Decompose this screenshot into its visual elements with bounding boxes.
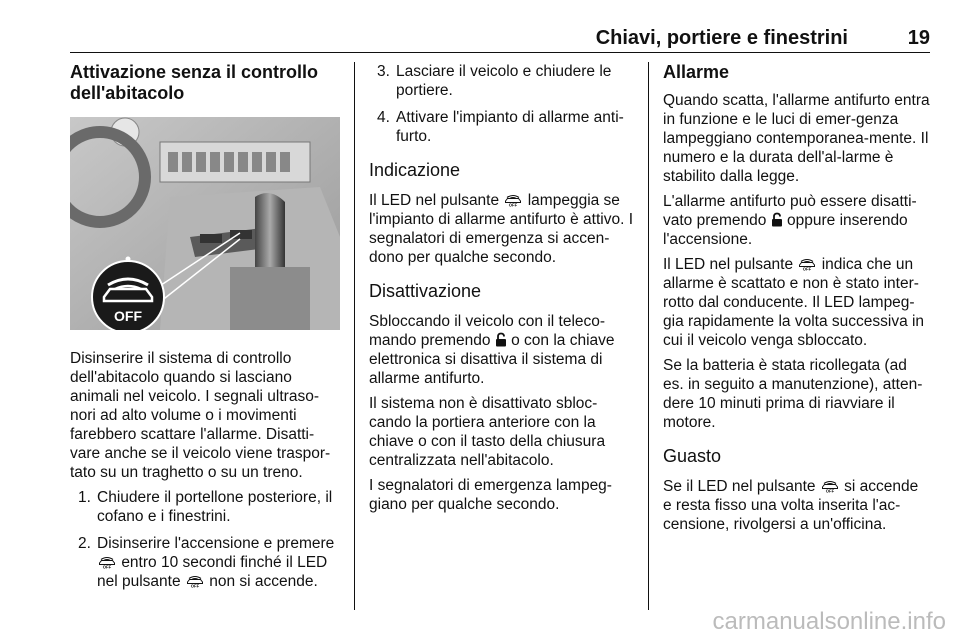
section-heading-guasto: Guasto (663, 446, 722, 466)
step-text: Disinserire l'accensione e premere (97, 535, 335, 552)
text-run: si accende e resta fisso una volta inserita l'ac-censione, rivolgersi a un'officina. (663, 478, 919, 533)
list-item (369, 62, 634, 100)
list-item (369, 108, 634, 146)
text-run: o con la chiave elettronica si disattiva il sistema di allarme antifurto. (369, 332, 615, 387)
header-title: Chiavi, portiere e finestrini (595, 27, 848, 49)
allarme-paragraph-1: Quando scatta, l'allarme antifurto entra in funzione e le luci di emer-genza lampeggiano contemporanea-mente. Il numero e la durata dell'al-larme è stabilito dalla legge. (663, 92, 930, 185)
lock-icon (495, 332, 507, 347)
intro-paragraph: Disinserire il sistema di controllo dell'abitacolo quando si lasciano animali nel veicolo. I segnali ultraso-nori ad alto volume o i movimenti farebbero scattare l'allarme. Disatti-vare anche se il veicolo viene traspor-tato su un traghetto o su un treno. (70, 350, 331, 481)
allarme-paragraph-2 (663, 192, 931, 249)
disattivazione-paragraph-2: Il sistema non è disattivato sbloc-cando la portiera anteriore con la chiave o con il tasto della chiusura centralizzata nell'abitacolo. (369, 395, 606, 469)
watermark: carmanualsonline.info (712, 608, 946, 635)
column-divider-1 (354, 62, 355, 610)
alarm-off-icon (97, 554, 117, 569)
text-run: indica che un allarme è scattato e non è stato inter-rotto dal conducente. Il LED lampeg-gia rapidamente la volta successiva in cui il veicolo venga sbloccato. (663, 256, 925, 349)
step-text: entro 10 secondi finché il LED nel pulsante (97, 554, 328, 590)
section-heading-allarme: Allarme (663, 62, 730, 82)
off-label: OFF (114, 308, 142, 324)
step-text: Attivare l'impianto di allarme anti-furto. (396, 109, 624, 145)
guasto-paragraph (663, 477, 931, 534)
text-run: Il LED nel pulsante (663, 256, 794, 273)
disattivazione-paragraph-1 (369, 312, 634, 388)
text-run: Sbloccando il veicolo con il teleco-mando premendo (369, 313, 606, 349)
step-number: 1. (78, 489, 91, 506)
step-number: 4. (377, 109, 390, 126)
list-item (70, 534, 340, 591)
column-3 (663, 62, 931, 540)
indicazione-paragraph (369, 191, 634, 267)
text-run: Il LED nel pulsante (369, 192, 500, 209)
text-run: oppure inserendo l'accensione. (663, 212, 908, 248)
page-number: 19 (907, 27, 930, 49)
disattivazione-paragraph-3: I segnalatori di emergenza lampeg-giano per qualche secondo. (369, 477, 612, 513)
alarm-off-icon (185, 573, 205, 588)
step-text: Lasciare il veicolo e chiudere le portiere. (396, 63, 612, 99)
page-header (0, 0, 960, 50)
step-text: Chiudere il portellone posteriore, il cofano e i finestrini. (97, 489, 333, 525)
lock-icon (771, 212, 783, 227)
alarm-off-icon (797, 256, 817, 271)
text-run: L'allarme antifurto può essere disatti-vato premendo (663, 193, 917, 229)
section-heading-disattivazione: Disattivazione (369, 281, 482, 301)
section-heading-indicazione: Indicazione (369, 160, 461, 180)
dashboard-photo (70, 117, 340, 330)
alarm-off-icon (820, 478, 840, 493)
column-1 (70, 62, 340, 599)
step-number: 2. (78, 535, 91, 552)
steps-list-b (369, 62, 634, 146)
step-number: 3. (377, 63, 390, 80)
step-text: non si accende. (209, 573, 318, 590)
steps-list-a (70, 488, 340, 591)
allarme-paragraph-4: Se la batteria è stata ricollegata (ad es. in seguito a manutenzione), atten-dere 10 minuti prima di riavviare il motore. (663, 357, 923, 431)
alarm-off-icon (503, 192, 523, 207)
text-run: Se il LED nel pulsante (663, 478, 816, 495)
list-item (70, 488, 340, 526)
allarme-paragraph-3 (663, 255, 931, 350)
column-2 (369, 62, 634, 520)
column-divider-2 (648, 62, 649, 610)
header-rule (70, 52, 930, 53)
text-run: lampeggia se l'impianto di allarme antifurto è attivo. I segnalatori di emergenza si accen-dono per qualche secondo. (369, 192, 633, 266)
section-heading-activation: Attivazione senza il controllo dell'abitacolo (70, 62, 319, 103)
